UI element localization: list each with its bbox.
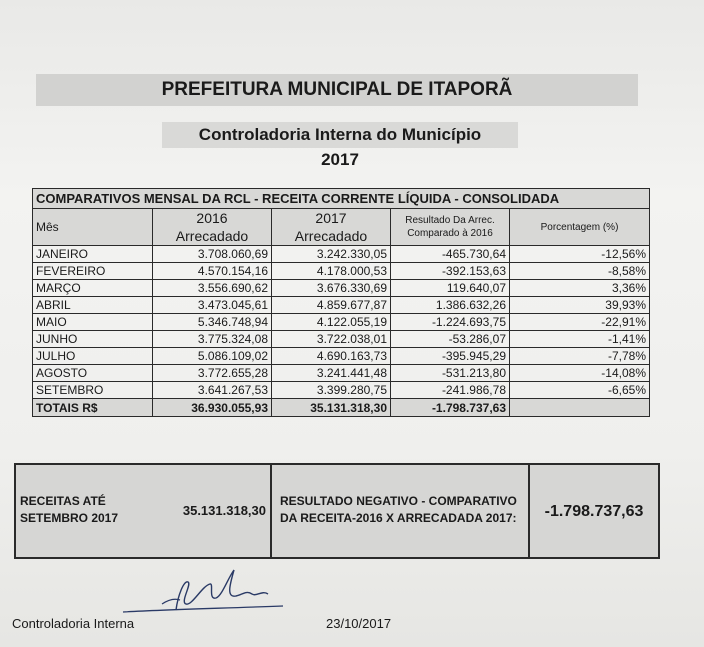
totals-row	[33, 399, 650, 417]
cell-porcentagem: -22,91%	[510, 314, 650, 331]
column-header-2017-year: 2017	[315, 210, 347, 226]
table-row	[33, 348, 650, 365]
column-header-2016-year: 2016	[196, 210, 228, 226]
summary-negativo-line2: DA RECEITA-2016 X ARRECADADA 2017:	[280, 511, 517, 525]
table-row	[33, 263, 650, 280]
summary-box	[14, 463, 660, 559]
cell-mes: MAIO	[33, 314, 153, 331]
cell-resultado: -392.153,63	[391, 263, 510, 280]
cell-mes: JANEIRO	[33, 246, 153, 263]
cell-resultado: -395.945,29	[391, 348, 510, 365]
footer-controladoria: Controladoria Interna	[12, 616, 135, 631]
table-row	[33, 280, 650, 297]
cell-2017: 3.399.280,75	[272, 382, 391, 399]
cell-mes: JUNHO	[33, 331, 153, 348]
summary-negativo	[272, 465, 530, 557]
cell-mes: MARÇO	[33, 280, 153, 297]
cell-porcentagem: 3,36%	[510, 280, 650, 297]
table-row	[33, 314, 650, 331]
cell-2016: 5.346.748,94	[153, 314, 272, 331]
footer-date: 23/10/2017	[326, 616, 392, 631]
report-year: 2017	[321, 150, 359, 169]
cell-porcentagem: -8,58%	[510, 263, 650, 280]
cell-resultado: -465.730,64	[391, 246, 510, 263]
table-row	[33, 297, 650, 314]
cell-mes: FEVEREIRO	[33, 263, 153, 280]
cell-mes: SETEMBRO	[33, 382, 153, 399]
cell-porcentagem: -14,08%	[510, 365, 650, 382]
column-header-2017-label: Arrecadado	[294, 228, 368, 244]
cell-2016: 4.570.154,16	[153, 263, 272, 280]
summary-total	[530, 465, 658, 557]
cell-porcentagem: -12,56%	[510, 246, 650, 263]
totals-label: TOTAIS R$	[33, 399, 153, 417]
cell-porcentagem: -7,78%	[510, 348, 650, 365]
cell-resultado: -531.213,80	[391, 365, 510, 382]
rcl-table	[32, 188, 650, 417]
cell-resultado: 1.386.632,26	[391, 297, 510, 314]
cell-2017: 3.676.330,69	[272, 280, 391, 297]
cell-mes: JULHO	[33, 348, 153, 365]
column-header-mes: Mês	[33, 209, 153, 246]
table-row	[33, 382, 650, 399]
summary-receitas-value: 35.131.318,30	[182, 503, 266, 518]
summary-receitas	[16, 465, 272, 557]
cell-2017: 4.178.000,53	[272, 263, 391, 280]
cell-mes: ABRIL	[33, 297, 153, 314]
page-subtitle: Controladoria Interna do Município	[162, 122, 518, 148]
table-row	[33, 331, 650, 348]
cell-2017: 3.242.330,05	[272, 246, 391, 263]
summary-negativo-line1: RESULTADO NEGATIVO - COMPARATIVO	[280, 494, 517, 508]
cell-2016: 3.708.060,69	[153, 246, 272, 263]
totals-2017: 35.131.318,30	[272, 399, 391, 417]
cell-2017: 3.241.441,48	[272, 365, 391, 382]
cell-resultado: -53.286,07	[391, 331, 510, 348]
cell-2016: 3.473.045,61	[153, 297, 272, 314]
cell-2017: 3.722.038,01	[272, 331, 391, 348]
cell-porcentagem: 39,93%	[510, 297, 650, 314]
cell-2017: 4.859.677,87	[272, 297, 391, 314]
cell-resultado: 119.640,07	[391, 280, 510, 297]
cell-2016: 3.641.267,53	[153, 382, 272, 399]
cell-porcentagem: -1,41%	[510, 331, 650, 348]
summary-receitas-label	[20, 493, 118, 527]
cell-resultado: -241.986,78	[391, 382, 510, 399]
summary-receitas-line1: RECEITAS ATÉ	[20, 494, 106, 508]
totals-2016: 36.930.055,93	[153, 399, 272, 417]
cell-2016: 3.775.324,08	[153, 331, 272, 348]
cell-2017: 4.690.163,73	[272, 348, 391, 365]
column-header-2017	[272, 209, 391, 246]
column-header-resultado	[391, 209, 510, 246]
cell-2016: 3.556.690,62	[153, 280, 272, 297]
column-header-resultado-line2: Comparado à 2016	[407, 228, 493, 239]
cell-porcentagem: -6,65%	[510, 382, 650, 399]
column-header-2016-label: Arrecadado	[175, 228, 249, 244]
cell-resultado: -1.224.693,75	[391, 314, 510, 331]
page-title: PREFEITURA MUNICIPAL DE ITAPORÃ	[36, 74, 638, 106]
totals-resultado: -1.798.737,63	[391, 399, 510, 417]
summary-receitas-line2: SETEMBRO 2017	[20, 511, 119, 525]
column-header-resultado-line1: Resultado Da Arrec.	[405, 215, 495, 226]
summary-negativo-label	[280, 493, 517, 527]
cell-2016: 3.772.655,28	[153, 365, 272, 382]
column-header-2016	[153, 209, 272, 246]
table-row	[33, 365, 650, 382]
column-header-porcentagem: Porcentagem (%)	[510, 209, 650, 246]
totals-porcentagem-empty	[510, 399, 650, 417]
cell-mes: AGOSTO	[33, 365, 153, 382]
summary-negativo-value: -1.798.737,63	[544, 503, 644, 520]
cell-2016: 5.086.109,02	[153, 348, 272, 365]
table-row	[33, 246, 650, 263]
cell-2017: 4.122.055,19	[272, 314, 391, 331]
signature-image	[118, 560, 288, 624]
table-caption: COMPARATIVOS MENSAL DA RCL - RECEITA CORRENTE LÍQUIDA - CONSOLIDADA	[33, 189, 650, 209]
